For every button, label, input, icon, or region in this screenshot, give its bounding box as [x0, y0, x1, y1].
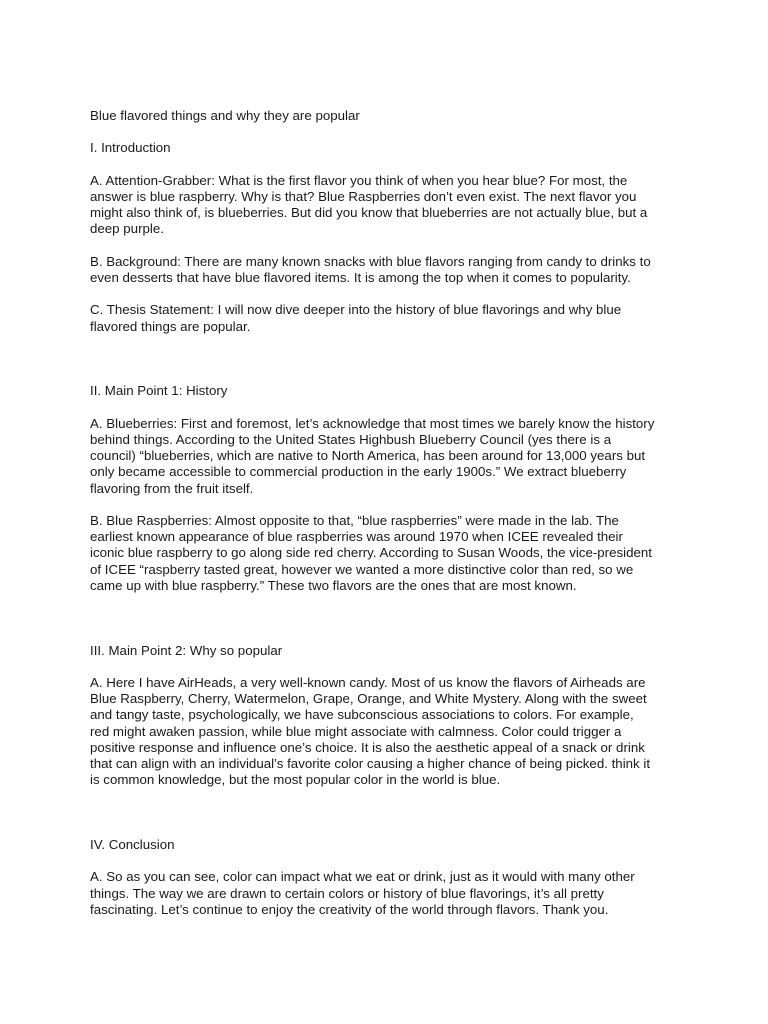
- paragraph-line: even desserts that have blue flavored items. It is among the top when it comes to popularity.: [90, 269, 631, 285]
- document-page: [90, 108, 680, 918]
- paragraph-line: flavoring from the fruit itself.: [90, 480, 254, 496]
- paragraph-line: A. Here I have AirHeads, a very well-known candy. Most of us know the flavors of Airheads are: [90, 674, 646, 690]
- paragraph-line: B. Blue Raspberries: Almost opposite to that, “blue raspberries” were made in the lab. The: [90, 512, 619, 528]
- paragraph-line: might also think of, is blueberries. But did you know that blueberries are not actually blue, but a: [90, 205, 648, 221]
- paragraph-line: red might awaken passion, while blue might associate with calmness. Color could trigger a: [90, 723, 622, 739]
- paragraph-line: A. So as you can see, color can impact what we eat or drink, just as it would with many other: [90, 869, 635, 885]
- paragraph-line: iconic blue raspberry to go along side red cherry. According to Susan Woods, the vice-president: [90, 545, 652, 561]
- paragraph-line: is common knowledge, but the most popular color in the world is blue.: [90, 772, 501, 788]
- paragraph-line: only became accessible to commercial production in the early 1900s.” We extract blueberry: [90, 464, 627, 480]
- paragraph-line: Blue Raspberry, Cherry, Watermelon, Grape, Orange, and White Mystery. Along with the sweet: [90, 691, 647, 707]
- paragraph-line: B. Background: There are many known snacks with blue flavors ranging from candy to drinks to: [90, 253, 651, 269]
- document-title: Blue flavored things and why they are popular: [90, 108, 360, 123]
- paragraph-line: A. Attention-Grabber: What is the first flavor you think of when you hear blue? For most, the: [90, 172, 628, 188]
- paragraph-line: earliest known appearance of blue raspberries was around 1970 when ICEE revealed their: [90, 529, 623, 545]
- paragraph-line: C. Thesis Statement: I will now dive deeper into the history of blue flavorings and why blue: [90, 302, 622, 318]
- paragraph-line: A. Blueberries: First and foremost, let’s acknowledge that most times we barely know the history: [90, 415, 655, 431]
- paragraph-line: deep purple.: [90, 221, 164, 237]
- paragraph-line: positive response and influence one’s choice. It is also the aesthetic appeal of a snack or drink: [90, 739, 645, 755]
- paragraph-line: behind things. According to the United States Highbush Blueberry Council (yes there is a: [90, 431, 612, 447]
- paragraph-airheads: [90, 675, 680, 788]
- paragraph-line: came up with blue raspberry.” These two flavors are the ones that are most known.: [90, 577, 577, 593]
- section-heading-history: II. Main Point 1: History: [90, 383, 228, 399]
- paragraph-line: answer is blue raspberry. Why is that? Blue Raspberries don’t even exist. The next flavor you: [90, 188, 637, 204]
- paragraph-line: things. The way we are drawn to certain colors or history of blue flavorings, it’s all pretty: [90, 885, 604, 901]
- paragraph-line: council) “blueberries, which are native to North America, has been around for 13,000 years but: [90, 448, 646, 464]
- paragraph-line: flavored things are popular.: [90, 318, 251, 334]
- section-heading-introduction: I. Introduction: [90, 140, 171, 156]
- paragraph-line: of ICEE “raspberry tasted great, however we wanted a more distinctive color than red, so we: [90, 561, 634, 577]
- paragraph-attention-grabber: [90, 173, 680, 238]
- paragraph-background: [90, 254, 680, 286]
- paragraph-blue-raspberries: [90, 513, 680, 594]
- paragraph-blueberries: [90, 416, 680, 497]
- paragraph-line: and tangy taste, psychologically, we have subconscious associations to colors. For example,: [90, 707, 634, 723]
- section-heading-why-so-popular: III. Main Point 2: Why so popular: [90, 642, 283, 658]
- paragraph-line: fascinating. Let’s continue to enjoy the creativity of the world through flavors. Thank you.: [90, 901, 609, 917]
- paragraph-conclusion: [90, 869, 680, 918]
- section-heading-conclusion: IV. Conclusion: [90, 836, 175, 852]
- paragraph-line: that can align with an individual’s favorite color causing a higher chance of being picked. think it: [90, 755, 651, 771]
- paragraph-thesis-statement: [90, 302, 680, 334]
